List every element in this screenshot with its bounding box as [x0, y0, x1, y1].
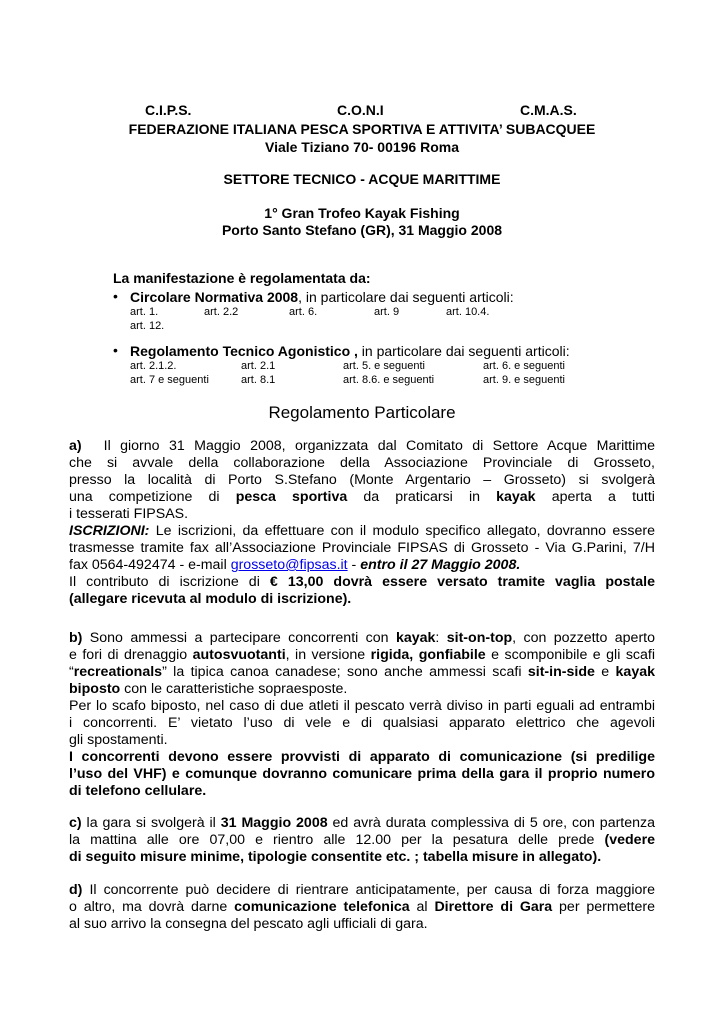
event-title: 1° Gran Trofeo Kayak Fishing	[264, 205, 460, 221]
paragraph-a: a) Il giorno 31 Maggio 2008, organizzata dal Comitato di Settore Acque Marittime che si avvale della collaborazione della Associazione Provinciale di Grosseto, presso la località di Porto S.Stefano (Monte Argentario – Grosseto) si svolgerà una competizione di pesca sportiva da praticarsi in kayak aperta a tutti i tesserati FIPSAS. ISCRIZIONI: Le iscrizioni, da effettuare con il modulo specifico allegato, dovranno essere trasmesse tramite fax all’Associazione Provinciale FIPSAS di Grosseto - Via G.Parini, 7/H fax 0564-492474 - e-mail grosseto@fipsas.it - entro il 27 Maggio 2008. Il contributo di iscrizione di € 13,00 dovrà essere versato tramite vaglia postale (allegare ricevuta al modulo di iscrizione).	[69, 438, 655, 607]
paragraph-b: b) Sono ammessi a partecipare concorrenti con kayak: sit-on-top, con pozzetto aperto e fori di drenaggio autosvuotanti, in versione rigida, gonfiabile e scomponibile e gli scafi “recreationals” la tipica canoa canadese; sono anche ammessi scafi sit-in-side e kayak biposto con le caratteristiche sopraesposte. Per lo scafo biposto, nel caso di due atleti il pescato verrà diviso in parti eguali ad entrambi i concorrenti. E’ vietato l’uso di vele e di qualsiasi apparato elettrico che agevoli gli spostamenti. I concorrenti devono essere provvisti di apparato di comunicazione (si predilige l’uso del VHF) e comunque dovranno comunicare prima della gara il proprio numero di telefono cellulare.	[69, 630, 655, 799]
paragraph-d: d) Il concorrente può decidere di rientrare anticipatamente, per causa di forza maggiore o altro, ma dovrà darne comunicazione telefonica al Direttore di Gara per permettere al suo arrivo la consegna del pescato agli ufficiali di gara.	[69, 882, 655, 932]
article-ref: art. 5. e seguenti	[343, 360, 425, 372]
paragraph-label: b)	[69, 630, 83, 646]
federation-address: Viale Tiziano 70- 00196 Roma	[264, 139, 460, 155]
iscrizioni-label: ISCRIZIONI:	[69, 523, 150, 539]
org-cmas: C.M.A.S.	[520, 102, 577, 118]
article-ref: art. 1.	[130, 306, 159, 318]
article-ref: art. 2.1.2.	[130, 360, 177, 372]
section-title: Regolamento Particolare	[268, 403, 456, 422]
sector-title: SETTORE TECNICO - ACQUE MARITTIME	[223, 171, 501, 187]
bullet-icon: •	[113, 342, 118, 358]
article-ref: art. 12.	[130, 320, 165, 332]
article-ref: art. 7 e seguenti	[130, 374, 209, 386]
article-ref: art. 8.1	[241, 374, 276, 386]
email-link[interactable]: grosseto@fipsas.it	[230, 557, 348, 573]
bullet-circolare: Circolare Normativa 2008, in particolare dai seguenti articoli:	[130, 289, 514, 305]
article-ref: art. 9	[374, 306, 400, 318]
article-ref: art. 9. e seguenti	[483, 374, 565, 386]
article-ref: art. 6. e seguenti	[483, 360, 565, 372]
org-coni: C.O.N.I	[337, 102, 384, 118]
paragraph-label: a)	[69, 438, 82, 454]
bullet-icon: •	[113, 288, 118, 304]
article-ref: art. 10.4.	[446, 306, 490, 318]
bullet-regolamento: Regolamento Tecnico Agonistico , in particolare dai seguenti articoli:	[130, 343, 570, 359]
event-place-date: Porto Santo Stefano (GR), 31 Maggio 2008	[221, 222, 503, 238]
article-ref: art. 6.	[289, 306, 318, 318]
federation-name: FEDERAZIONE ITALIANA PESCA SPORTIVA E ATTIVITA’ SUBACQUEE	[128, 121, 596, 137]
paragraph-label: c)	[69, 815, 82, 831]
article-ref: art. 2.1	[241, 360, 276, 372]
article-ref: art. 8.6. e seguenti	[343, 374, 435, 386]
org-cips: C.I.P.S.	[145, 102, 192, 118]
paragraph-label: d)	[69, 882, 83, 898]
regulation-heading: La manifestazione è regolamentata da:	[113, 270, 371, 286]
article-ref: art. 2.2	[204, 306, 239, 318]
paragraph-c: c) la gara si svolgerà il 31 Maggio 2008 ed avrà durata complessiva di 5 ore, con partenza la mattina alle ore 07,00 e rientro alle 12.00 per la pesatura delle prede (vedere di seguito misure minime, tipologie consentite etc. ; tabella misure in allegato).	[69, 815, 656, 865]
